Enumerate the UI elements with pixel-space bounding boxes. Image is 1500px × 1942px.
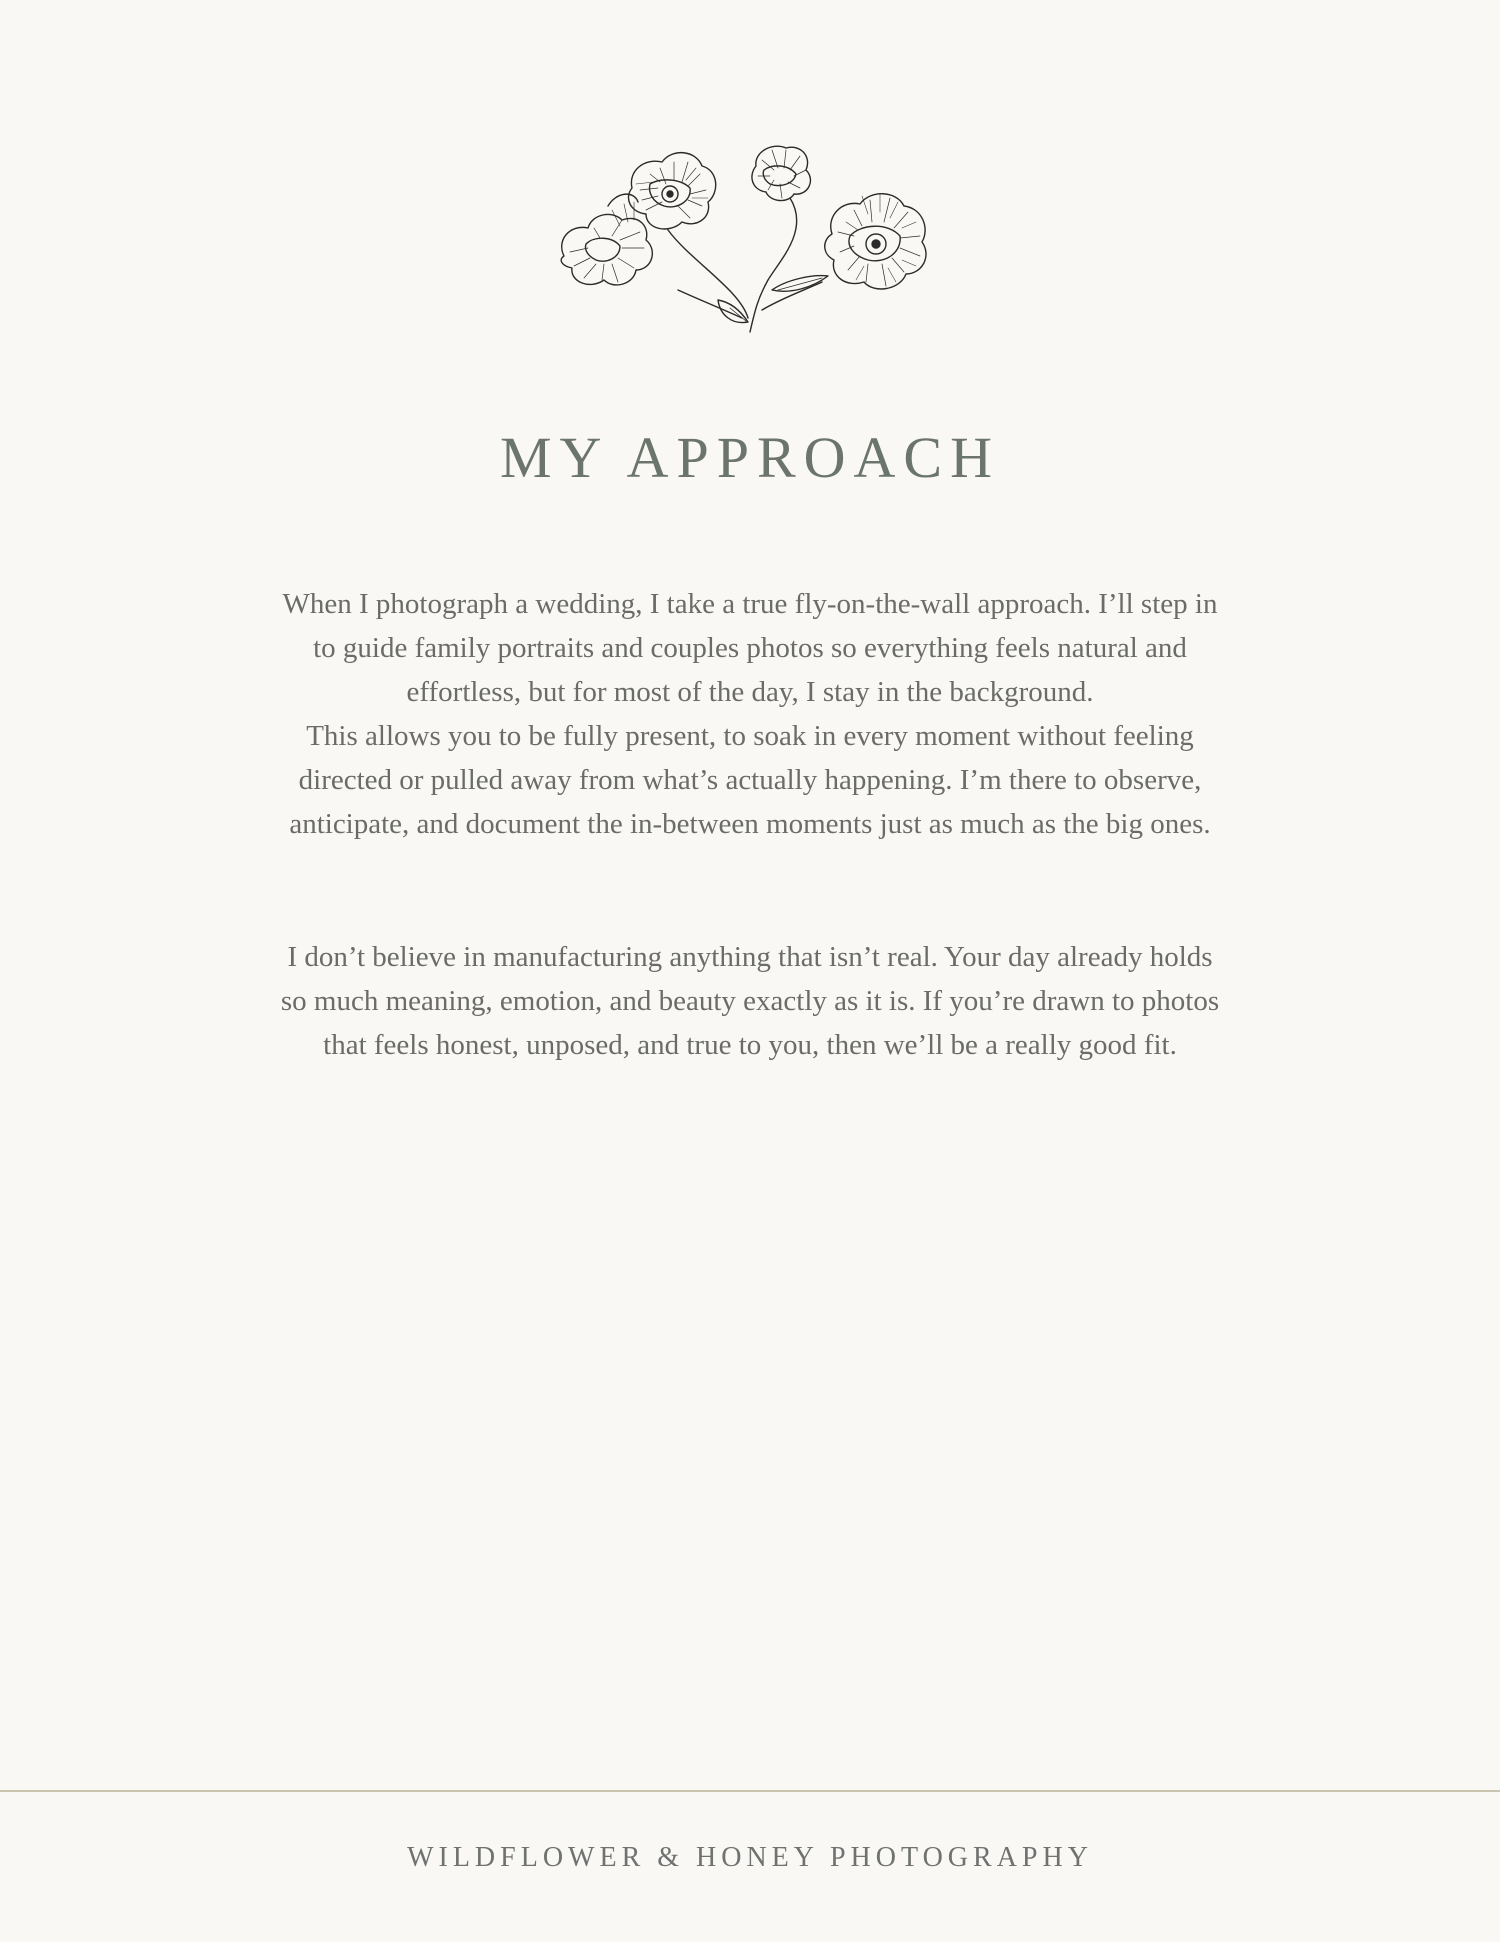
- paragraph-1-line: This allows you to be fully present, to soak in every moment without feeling: [306, 720, 1194, 752]
- paragraph-1-line: effortless, but for most of the day, I stay in the background.: [406, 676, 1094, 708]
- page-title: MY APPROACH: [499, 425, 1001, 490]
- paragraph-1-line: When I photograph a wedding, I take a true fly-on-the-wall approach. I’ll step in: [282, 588, 1218, 620]
- paragraph-1-line: anticipate, and document the in-between moments just as much as the big ones.: [289, 808, 1211, 840]
- floral-line-art-icon: [550, 140, 950, 340]
- paragraph-1-line: directed or pulled away from what’s actually happening. I’m there to observe,: [298, 764, 1202, 796]
- footer-divider: [0, 1790, 1500, 1792]
- footer-brand: WILDFLOWER & HONEY PHOTOGRAPHY: [407, 1842, 1093, 1873]
- approach-paragraph-1: [230, 582, 1270, 846]
- paragraph-2-line: that feels honest, unposed, and true to you, then we’ll be a really good fit.: [323, 1029, 1177, 1061]
- paragraph-1-line: to guide family portraits and couples photos so everything feels natural and: [313, 632, 1187, 664]
- paragraph-2-line: so much meaning, emotion, and beauty exactly as it is. If you’re drawn to photos: [280, 985, 1220, 1017]
- paragraph-2-line: I don’t believe in manufacturing anything that isn’t real. Your day already holds: [287, 941, 1213, 973]
- approach-paragraph-2: [230, 935, 1270, 1067]
